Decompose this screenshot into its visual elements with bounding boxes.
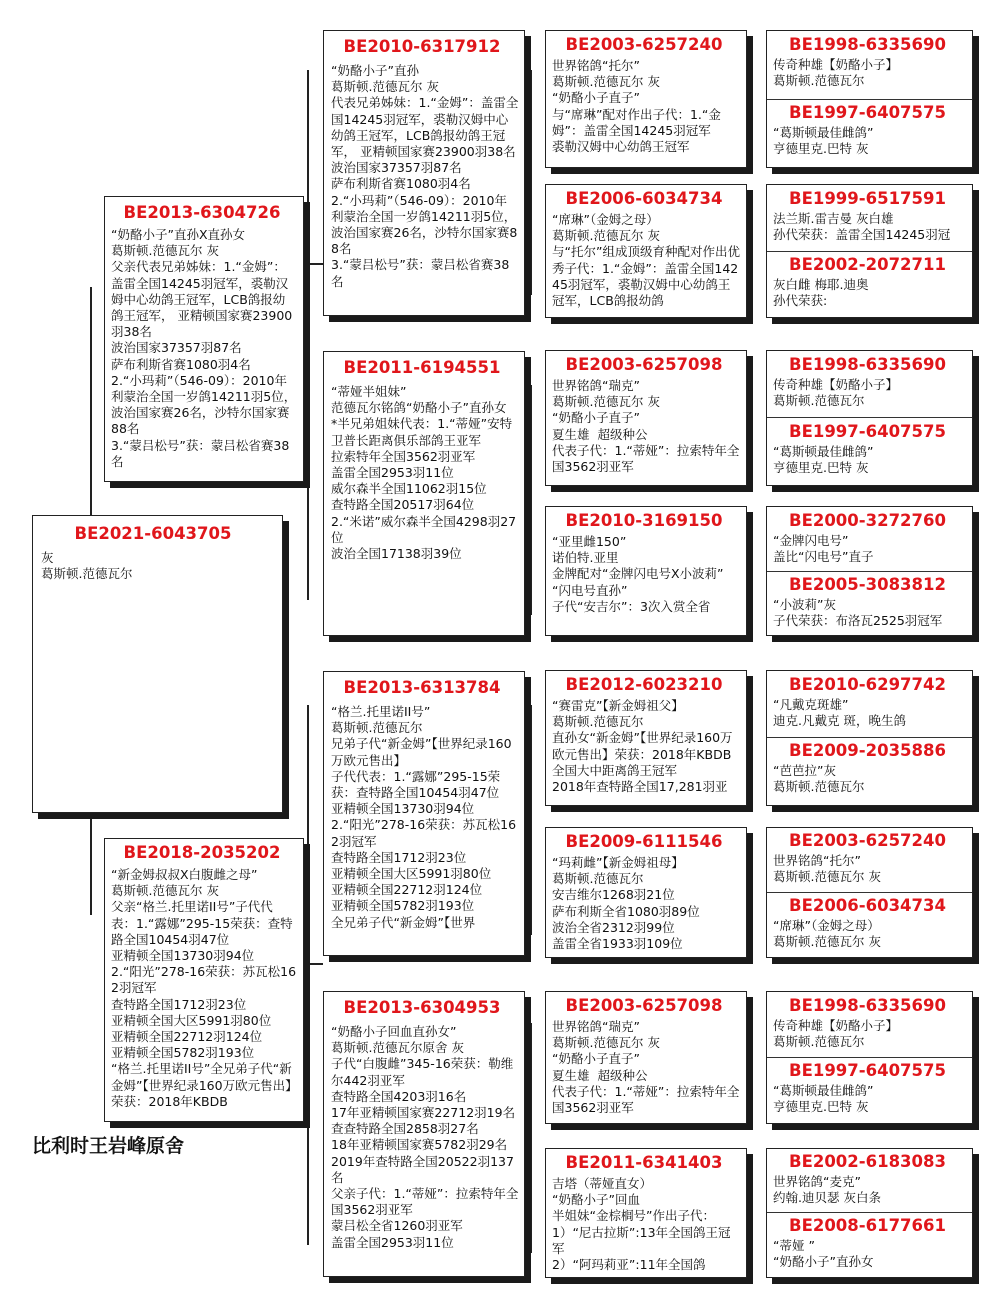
pigeon-details: 传奇种雄【奶酪小子】 葛斯顿.范德瓦尔 [773,57,899,89]
great-grandparent-card [545,827,747,958]
ring-number: BE2002-6183083 [789,1152,946,1171]
card-divider [767,571,973,572]
ring-number: BE2011-6194551 [343,358,501,377]
pigeon-details: “葛斯顿最佳雌鸽” 亨德里克.巴特 灰 [773,125,874,157]
card-divider [767,1212,973,1213]
pigeon-details: “新金姆叔叔X白腹雌之母” 葛斯顿.范德瓦尔 灰 父亲“格兰.托里诺II号”子代代表：1.“露娜”295-15荣获：查特路全国10454羽47位 亚精顿全国13730羽94位 2.“阳光”278-16荣获：苏瓦松162羽冠军 查特路全国1712羽23位 亚精顿全国大区5991羽80位 亚精顿全国22712羽124位 亚精顿全国5782羽193位 “格兰.托里诺II号”全兄弟子代“新金姆”【世界纪录160万欧元售出】荣获：2018年KBDB [111,867,297,1109]
ring-number: BE1999-6517591 [789,189,946,208]
connector-line [530,1023,532,1253]
pigeon-details: 世界铭鸽“麦克” 约翰.迪贝瑟 灰白条 [773,1174,881,1206]
dam-card [104,838,304,1122]
ring-number: BE2002-2072711 [789,255,946,274]
ring-number: BE2005-3083812 [789,575,946,594]
ring-number: BE2010-3169150 [565,511,723,530]
pigeon-details: 世界铭鸽“瑞克” 葛斯顿.范德瓦尔 灰 “奶酪小子直子” 夏生雄 超级种公 代表子代：1.“蒂娅”：拉索特年全国3562羽亚军 [552,1019,740,1116]
ring-number: BE2012-6023210 [565,675,723,694]
great-great-grandparent-pair-card [766,991,973,1124]
pigeon-details: “小波莉”灰 子代荣获：布洛瓦2525羽冠军 [773,597,943,629]
pigeon-details: “葛斯顿最佳雌鸽” 亨德里克.巴特 灰 [773,444,874,476]
great-great-grandparent-pair-card [766,1148,973,1278]
pigeon-details: “凡戴克斑雄” 迪克.凡戴克 斑，晚生鸽 [773,697,906,729]
card-divider [767,251,973,252]
pigeon-details: 吉塔（蒂娅直女） “奶酪小子”回血 半姐妹“金棕榈号”作出子代：1）“尼古拉斯”:13年全国鸽王冠军 2）“阿玛莉亚”:11年全国鸽 [552,1176,731,1273]
great-great-grandparent-pair-card [766,506,973,636]
pigeon-details: “席琳”（金姆之母） 葛斯顿.范德瓦尔 灰 与“托尔”组成顶级育种配对作出优秀子代：1.“金姆”：盖雷全国14245羽冠军，裘勒汉姆中心幼鸽王冠军，LCB鸽报幼鸽 [552,212,740,309]
ring-number: BE2011-6341403 [565,1153,723,1172]
pigeon-details: 世界铭鸽“托尔” 葛斯顿.范德瓦尔 灰 “奶酪小子直子” 与“席琳”配对作出子代：1.“金姆”：盖雷全国14245羽冠军 裘勒汉姆中心幼鸽王冠军 [552,58,721,155]
grandparent-card [323,30,525,316]
ring-number: BE2009-6111546 [565,832,723,851]
connector-line [90,287,92,517]
pigeon-details: 灰白雌 梅耶.迪奥 孙代荣获: [773,277,869,309]
pigeon-details: “亚里雌150” 诺伯特.亚里 金牌配对“金牌闪电号X小波莉” “闪电号直孙” 子代“安吉尔”：3次入赏全省 [552,534,724,614]
connector-line [307,263,323,265]
ring-number: BE2008-6177661 [789,1216,946,1235]
great-grandparent-card [545,30,747,168]
great-great-grandparent-pair-card [766,30,973,168]
pigeon-details: 传奇种雄【奶酪小子】 葛斯顿.范德瓦尔 [773,377,899,409]
ring-number: BE2006-6034734 [565,189,723,208]
pigeon-details: “赛雷克”【新金姆祖父】 葛斯顿.范德瓦尔 直孙女“新金姆”【世界纪录160万欧元售出】荣获：2018年KBDB全国大中距离鸽王冠军 2018年查特路全国17,281羽亚 [552,698,733,795]
ring-number: BE1997-6407575 [789,422,946,441]
pigeon-details: “金牌闪电号” 盖比“闪电号”直子 [773,533,874,565]
connector-line [307,963,323,965]
card-divider [767,892,973,893]
pigeon-details: 世界铭鸽“托尔” 葛斯顿.范德瓦尔 灰 [773,853,881,885]
pigeon-details: “席琳”（金姆之母） 葛斯顿.范德瓦尔 灰 [773,918,881,950]
ring-number: BE1997-6407575 [789,1061,946,1080]
great-grandparent-card [545,506,747,636]
ring-number: BE1998-6335690 [789,996,946,1015]
card-divider [767,417,973,418]
ring-number: BE2013-6313784 [343,678,501,697]
card-divider [767,1057,973,1058]
great-grandparent-card [545,991,747,1124]
ring-number: BE2003-6257098 [565,355,723,374]
grandparent-card [323,351,525,636]
ring-number: BE2010-6297742 [789,675,946,694]
card-divider [767,737,973,738]
ring-number: BE2013-6304953 [343,998,501,1017]
ring-number: BE2021-6043705 [74,524,232,543]
great-grandparent-card [545,184,747,318]
great-grandparent-card [545,350,747,486]
connector-line [530,705,532,935]
pigeon-details: “芭芭拉”灰 葛斯顿.范德瓦尔 [773,763,865,795]
card-divider [767,99,973,100]
pigeon-details: “蒂娅半姐妹” 范德瓦尔铭鸽“奶酪小子”直孙女 *半兄弟姐妹代表：1.“蒂娅”安特卫普长距离俱乐部鸽王亚军 拉索特年全国3562羽亚军 盖雷全国2953羽11位 威尔森半全国11062羽15位 查特路全国20517羽64位 2.“米诺”威尔森半全国4298羽27位 波治全国17138羽39位 [331,384,517,562]
ring-number: BE2009-2035886 [789,741,946,760]
pigeon-details: “格兰.托里诺II号” 葛斯顿.范德瓦尔 兄弟子代“新金姆”【世界纪录160万欧元售出】 子代代表：1.“露娜”295-15荣获：查特路全国10454羽47位 亚精顿全国13730羽94位 2.“阳光”278-16荣获：苏瓦松162羽冠军 查特路全国1712羽23位 亚精顿全国大区5991羽80位 亚精顿全国22712羽124位 亚精顿全国5782羽193位 全兄弟子代“新金姆”【世界 [331,704,517,930]
great-grandparent-card [545,1148,747,1278]
connector-line [307,705,309,1245]
ring-number: BE1998-6335690 [789,35,946,54]
great-great-grandparent-pair-card [766,670,973,806]
ring-number: BE2010-6317912 [343,37,501,56]
great-great-grandparent-pair-card [766,184,973,318]
pigeon-details: “葛斯顿最佳雌鸽” 亨德里克.巴特 灰 [773,1083,874,1115]
pigeon-details: 传奇种雄【奶酪小子】 葛斯顿.范德瓦尔 [773,1018,899,1050]
pigeon-details: “奶酪小子”直孙X直孙女 葛斯顿.范德瓦尔 灰 父亲代表兄弟姊妹：1.“金姆”：盖雷全国14245羽冠军，裘勒汉姆中心幼鸽王冠军，LCB鸽报幼鸽王冠军， 亚精顿国家赛23900羽38名 波治国家37357羽87名 萨布利斯省赛1080羽4名 2.“小玛莉”（546-09）：2010年利蒙治全国一岁鸽14211羽5位，波治国家赛26名，沙特尔国家赛88名 3.“蒙吕松号”获：蒙吕松省赛38名 [111,227,297,469]
sire-card [104,196,304,482]
subject-pigeon-card [32,515,283,813]
great-great-grandparent-pair-card [766,350,973,486]
ring-number: BE2003-6257240 [565,35,723,54]
ring-number: BE1998-6335690 [789,355,946,374]
great-great-grandparent-pair-card [766,827,973,958]
ring-number: BE1997-6407575 [789,103,946,122]
great-grandparent-card [545,670,747,806]
ring-number: BE2003-6257240 [789,831,946,850]
connector-line [530,385,532,615]
ring-number: BE2013-6304726 [123,203,281,222]
pigeon-details: “蒂娅 ” “奶酪小子”直孙女 [773,1238,874,1270]
pigeon-details: 世界铭鸽“瑞克” 葛斯顿.范德瓦尔 灰 “奶酪小子直子” 夏生雄 超级种公 代表子代：1.“蒂娅”：拉索特年全国3562羽亚军 [552,378,740,475]
grandparent-card [323,671,525,956]
pigeon-details: “奶酪小子”直孙 葛斯顿.范德瓦尔 灰 代表兄弟姊妹：1.“金姆”：盖雷全国14245羽冠军，裘勒汉姆中心幼鸽王冠军，LCB鸽报幼鸽王冠军， 亚精顿国家赛23900羽38名 波治国家37357羽87名 萨布利斯省赛1080羽4名 2.“小玛莉”（546-09）：2010年利蒙治全国一岁鸽14211羽5位，波治国家赛26名，沙特尔国家赛88名 3.“蒙吕松号”获：蒙吕松省赛38名 [331,63,519,289]
grandparent-card [323,991,525,1277]
pigeon-details: 灰 葛斯顿.范德瓦尔 [41,550,133,582]
ring-number: BE2006-6034734 [789,896,946,915]
ring-number: BE2018-2035202 [123,843,281,862]
connector-line [530,70,532,295]
pigeon-details: “奶酪小子回血直孙女” 葛斯顿.范德瓦尔原舍 灰 子代“白腹雌”345-16荣获：勒维尔442羽亚军 查特路全国4203羽16名 17年亚精顿国家赛22712羽19名 查查特路全国2858羽27名 18年亚精顿国家赛5782羽29名 2019年查特路全国20522羽137名 父亲子代：1.“蒂娅”：拉索特年全国3562羽亚军 蒙吕松全省1260羽亚军 盖雷全国2953羽11位 [331,1024,519,1250]
pigeon-details: 法兰斯.雷吉曼 灰白雄 孙代荣获：盖雷全国14245羽冠 [773,211,951,243]
pigeon-details: “玛莉雌”【新金姆祖母】 葛斯顿.范德瓦尔 安吉维尔1268羽21位 萨布利斯全省1080羽89位 波治全省2312羽99位 盖雷全省1933羽109位 [552,855,700,952]
ring-number: BE2000-3272760 [789,511,946,530]
ring-number: BE2003-6257098 [565,996,723,1015]
loft-title: 比利时王岩峰原舍 [32,1135,185,1157]
connector-line [307,70,309,600]
connector-line [90,799,92,915]
